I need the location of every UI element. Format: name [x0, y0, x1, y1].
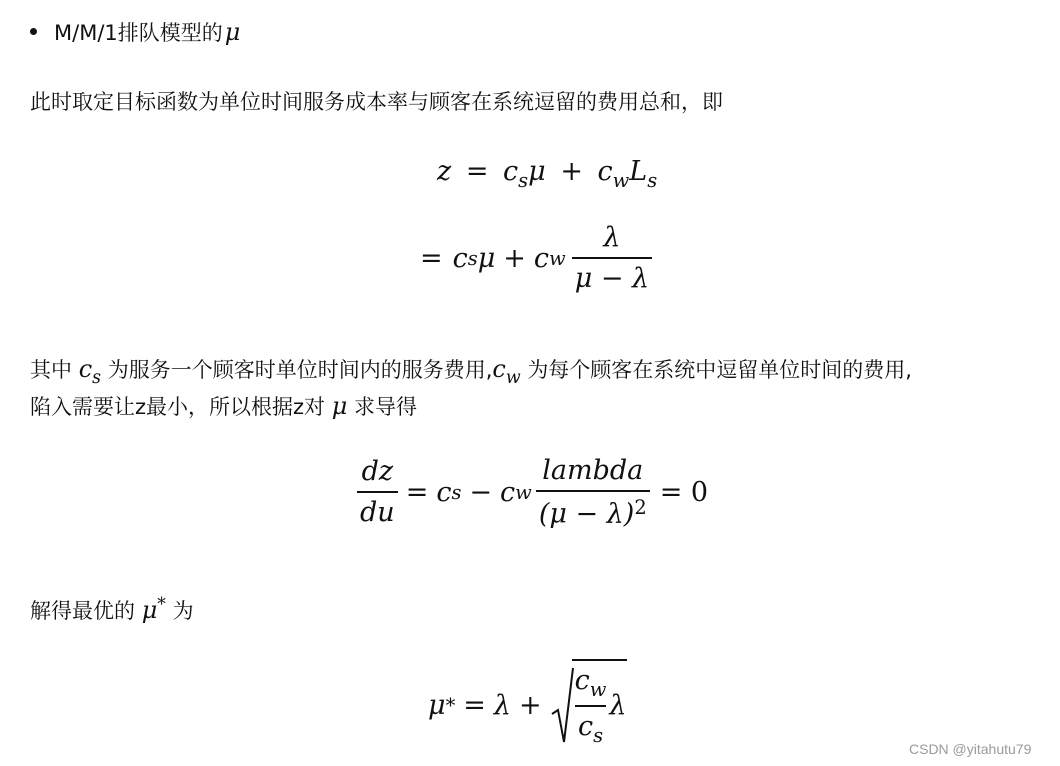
watermark-text: CSDN @yitahutu79 [909, 741, 1032, 757]
fraction-lambda-squared: $\frac{\text{lambda}}{(\mu - \lambda)^2}$ [536, 455, 650, 530]
fraction-lambda: $\frac{\lambda}{\mu - \lambda}$ [572, 222, 652, 294]
equation-cost: $z = c_s\mu + c_wL_s$ [437, 156, 658, 192]
symbol-mu-star: μ* [141, 595, 166, 624]
explanation-line-1: 其中 $c_s$ 为服务一个顾客时单位时间内的服务费用$,c_w$ 为每个顾客在系统中逗留单位时间的费用, [30, 355, 912, 389]
equation-cost-expanded: = c s μ + c w $\frac{\lambda}{\mu - \lambda}$ [420, 222, 652, 294]
heading-mu: μ [224, 18, 241, 46]
symbol-cs: $c_s$ [78, 355, 102, 389]
equation-derivative: $\frac{dz}{du}$ = c s − c w $\frac{\text{lambda}}{(\mu - \lambda)^2}$ = 0 [357, 455, 708, 530]
equation-optimal-mu: μ * = λ + $\frac{c_w}{c_s}$ λ [428, 665, 627, 747]
symbol-cw: $c_w$ [492, 355, 521, 389]
intro-paragraph: 此时取定目标函数为单位时间服务成本率与顾客在系统逗留的费用总和，即 [30, 90, 723, 114]
solve-line: 解得最优的 μ* 为 [30, 595, 194, 624]
sqrt-icon [550, 666, 574, 746]
fraction-cw-cs: $\frac{c_w}{c_s}$ [574, 665, 607, 747]
explanation-line-2: 陷入需要让z最小，所以根据z对 μ 求导得 [30, 392, 418, 420]
fraction-dz-du: $\frac{dz}{du}$ [357, 456, 398, 528]
symbol-mu: μ [331, 392, 348, 420]
section-heading [54, 20, 240, 44]
heading-text: M/M/1排队模型的 [54, 21, 223, 45]
bullet-icon [30, 28, 37, 35]
